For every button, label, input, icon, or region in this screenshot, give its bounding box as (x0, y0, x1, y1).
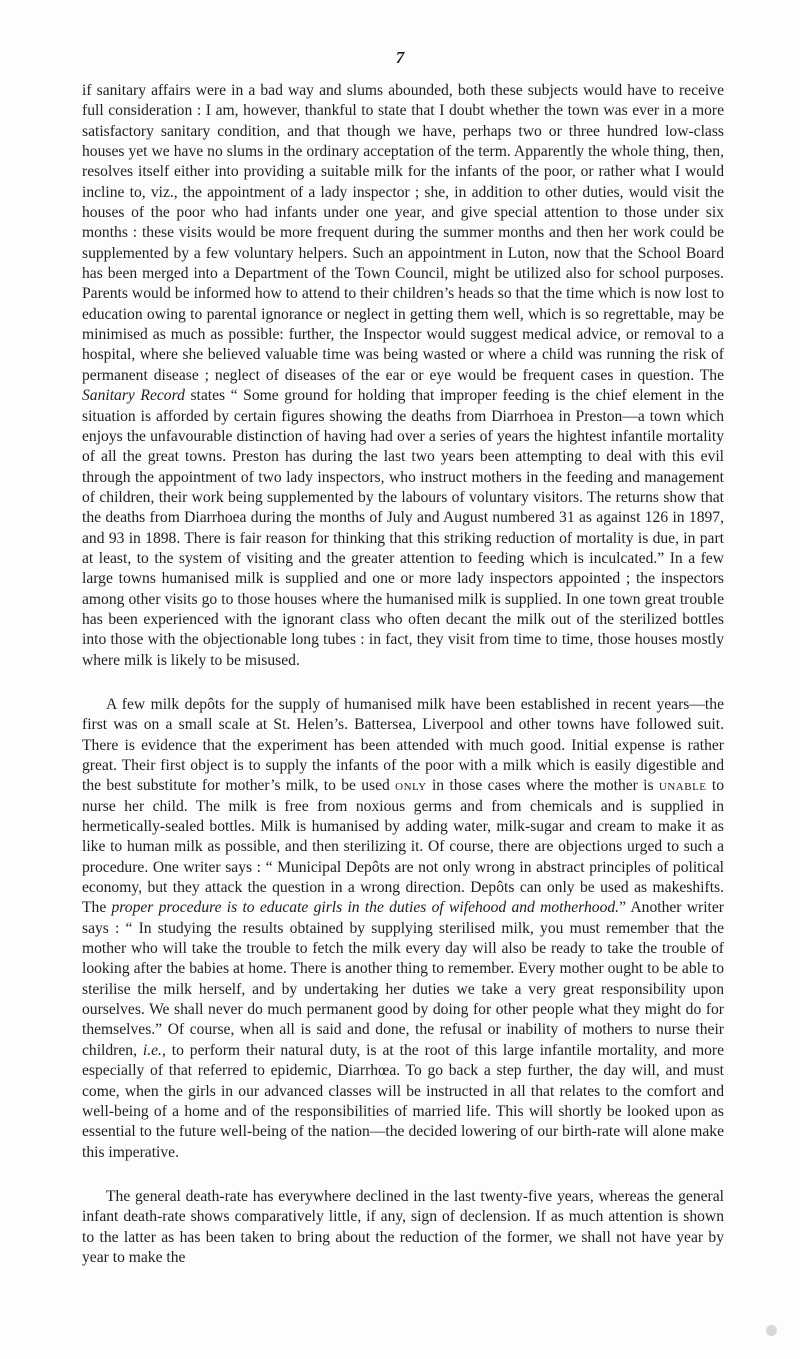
text-run: if sanitary affairs were in a bad way and slums abounded, both these subjects would have to receive full consideration : I am, however, thankful to state that I doubt whether the town was ever in a more satisfactory sanitary condition, and that though we have, perhaps two or three hundred low-class houses yet we have no slums in the ordinary acceptation of the term. Apparently the whole thing, then, resolves itself either into providing a suitable milk for the infants of the poor, or rather what I would incline to, viz., the appointment of a lady inspector ; she, in addition to other duties, would visit the houses of the poor who had infants under one year, and give special attention to those under six months : these visits would be more frequent during the summer months and then her work could be supplemented by a few voluntary helpers. Such an appointment in Luton, now that the School Board has been merged into a Department of the Town Council, might be utilized also for school purposes. Parents would be informed how to attend to their children’s heads so that the time which is now lost to education owing to parental ignorance or neglect in getting them well, which is so regrettable, may be minimised as much as possible: further, the Inspector would suggest medical advice, or removal to a hospital, where she believed valuable time was being wasted or where a child was running the risk of permanent disease ; neglect of diseases of the ear or eye would be frequent cases in question. The (82, 82, 724, 384)
text-run: to nurse her child. The milk is free from noxious germs and from chemicals and is supplied in hermetically-sealed bottles. Milk is humanised by adding water, milk-sugar and cream to make it as like to human milk as possible, and then sterilizing it. Of course, there are objections urged to such a procedure. One writer says : “ Municipal Depôts are not only wrong in abstract principles of political economy, but they attack the question in a wrong direction. Depôts can only be used as makeshifts. The (82, 777, 724, 917)
text-run: A few milk depôts for the supply of humanised milk have been established in recent years—the first was on a small scale at St. Helen’s. Battersea, Liverpool and other towns have followed suit. There is evidence that the experiment has been attended with much good. Initial expense is rather great. Their first object is to supply the infants of the poor with a milk which is easily digestible and the best substitute for mother’s milk, to be used (82, 695, 724, 795)
paragraph-sanitary-affairs (82, 81, 724, 671)
text-run: in those cases where the mother is (426, 777, 659, 795)
text-run: , to perform their natural duty, is at the root of this large infantile mortality, and more especially of that referred to epidemic, Diarrhœa. To go back a step further, the day will, and must come, when the girls in our advanced classes will be instructed in all that relates to the comfort and well-being of a home and of the responsibilities of married life. This will shortly be looked upon as essential to the future well-being of the nation—the decided lowering of our birth-rate will alone make this imperative. (82, 1041, 724, 1161)
paragraph-milk-depots (82, 695, 724, 1163)
italic-publication-title: Sanitary Record (82, 387, 185, 405)
text-run: states “ Some ground for holding that improper feeding is the chief element in the situation is afforded by certain figures showing the deaths from Diarrhoea in Preston—a town which enjoys the unfavourable distinction of having had over a series of years the hightest infantile mortality of all the great towns. Preston has during the last two years been attempting to deal with this evil through the appointment of two lady inspectors, who instruct mothers in the feeding and management of children, their work being supplemented by the labours of voluntary visitors. The returns show that the deaths from Diarrhoea during the months of July and August numbered 31 as against 126 in 1897, and 93 in 1898. There is fair reason for thinking that this striking reduction of mortality is due, in part at least, to the system of visiting and the greater attention to feeding which is inculcated.” In a few large towns humanised milk is supplied and one or more lady inspectors appointed ; the inspectors among other visits go to those houses where the humanised milk is supplied. In one town great trouble has been experienced with the ignorant class who often decant the milk out of the sterilized bottles into those with the objectionable long tubes : in fact, they visit from time to time, those houses mostly where milk is likely to be misused. (82, 387, 724, 669)
italic-abbreviation: i.e. (142, 1041, 162, 1059)
small-caps-emphasis: unable (658, 777, 707, 795)
page-smudge-mark (766, 1325, 777, 1336)
italic-quotation: proper procedure is to educate girls in the duties of wifehood and motherhood. (111, 899, 620, 917)
text-column (82, 81, 724, 1292)
page-number: 7 (395, 48, 405, 67)
text-run: ” Another writer says : “ In studying the results obtained by supplying sterilised milk, you must remember that the mother who will take the trouble to fetch the milk every day will also be ready to take the trouble of looking after the babies at home. There is another thing to remember. Every mother ought to be able to sterilise the milk herself, and by undertaking her duties we take a very great responsibility upon ourselves. We shall never do much permanent good by doing for other people what they might do for themselves.” Of course, when all is said and done, the refusal or inability of mothers to nurse their children, (82, 899, 724, 1059)
paragraph-death-rate (82, 1187, 724, 1268)
small-caps-emphasis: only (395, 777, 427, 795)
text-run: The general death-rate has everywhere declined in the last twenty-five years, whereas the general infant death-rate shows comparatively little, if any, sign of declension. If as much attention is shown to the latter as has been taken to bring about the reduction of the former, we shall not have year by year to make the (82, 1187, 724, 1266)
